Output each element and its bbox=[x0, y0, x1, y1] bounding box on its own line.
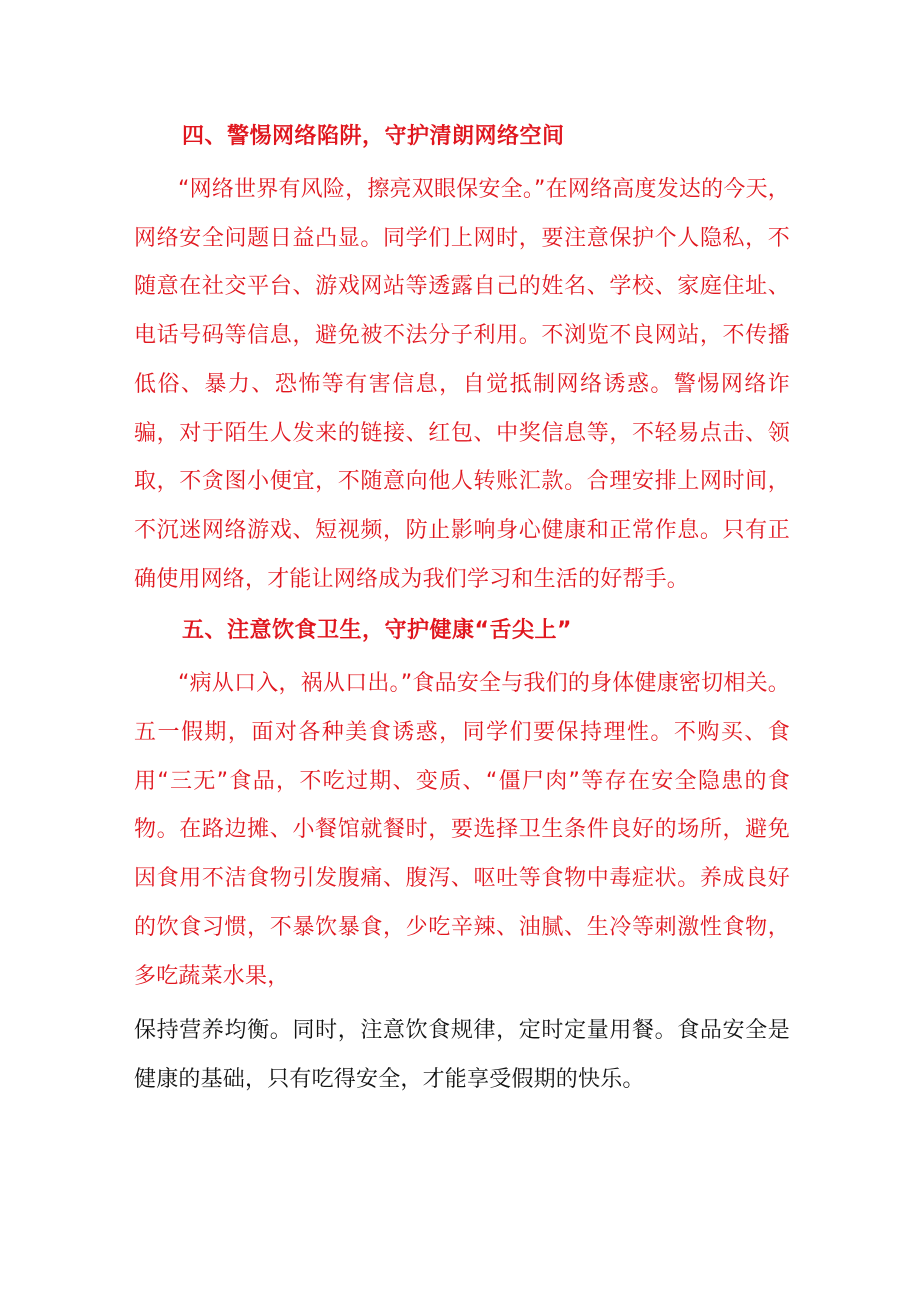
section-4-paragraph: “网络世界有风险，擦亮双眼保安全。”在网络高度发达的今天，网络安全问题日益凸显。同学们上网时，要注意保护个人隐私，不随意在社交平台、游戏网站等透露自己的姓名、学校、家庭住址、电话号码等信息，避免被不法分子利用。不浏览不良网站，不传播低俗、暴力、恐怖等有害信息，自觉抵制网络诱惑。警惕网络诈骗，对于陌生人发来的链接、红包、中奖信息等，不轻易点击、领取，不贪图小便宜，不随意向他人转账汇款。合理安排上网时间，不沉迷网络游戏、短视频，防止影响身心健康和正常作息。只有正确使用网络，才能让网络成为我们学习和生活的好帮手。 bbox=[134, 177, 790, 592]
section-5-paragraph-black: 保持营养均衡。同时，注意饮食规律，定时定量用餐。食品安全是健康的基础，只有吃得安全，才能享受假期的快乐。 bbox=[134, 1018, 790, 1092]
section-5-paragraph-red: “病从口入，祸从口出。”食品安全与我们的身体健康密切相关。五一假期，面对各种美食诱惑，同学们要保持理性。不购买、食用“三无”食品，不吃过期、变质、“僵尸肉”等存在安全隐患的食物。在路边摊、小餐馆就餐时，要选择卫生条件良好的场所，避免因食用不洁食物引发腹痛、腹泻、呕吐等食物中毒症状。养成良好的饮食习惯，不暴饮暴食，少吃辛辣、油腻、生冷等刺激性食物，多吃蔬菜水果， bbox=[134, 671, 790, 989]
section-4-heading: 四、警惕网络陷阱，守护清朗网络空间 bbox=[182, 124, 565, 149]
section-5-heading: 五、注意饮食卫生，守护健康“舌尖上” bbox=[182, 618, 572, 644]
document-content bbox=[134, 114, 790, 1105]
